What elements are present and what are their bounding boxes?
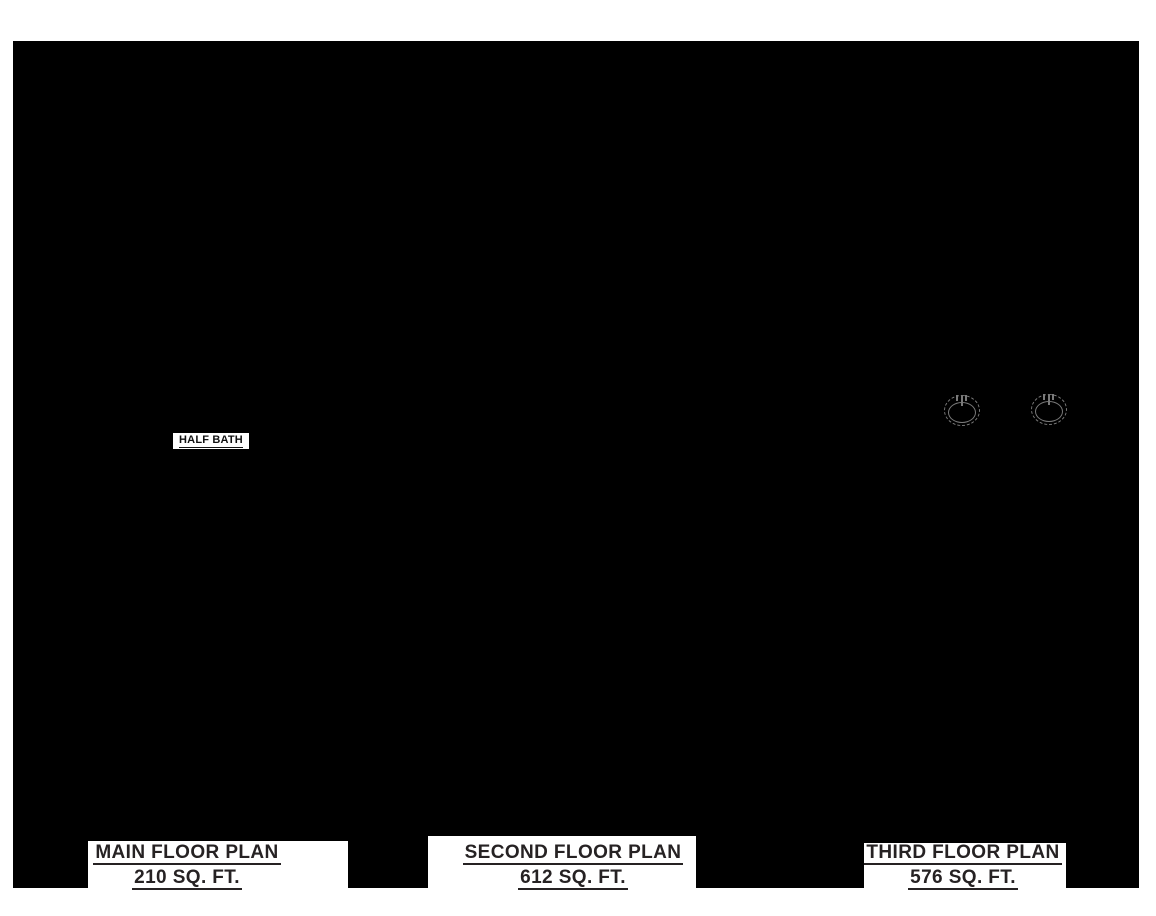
faucet-handle: [1052, 394, 1054, 400]
room-label-half-bath: [173, 433, 249, 449]
sink-icon: [944, 393, 980, 425]
plan-title: MAIN FLOOR PLAN: [95, 842, 279, 863]
caption-main-floor-plan: [57, 843, 317, 890]
faucet-spout: [961, 396, 963, 406]
plan-title: SECOND FLOOR PLAN: [464, 842, 682, 863]
faucet-spout: [1048, 395, 1050, 405]
caption-area-row: [833, 868, 1093, 890]
caption-title-row: [57, 843, 317, 865]
caption-second-floor-plan: [443, 843, 703, 890]
caption-third-floor-plan: [833, 843, 1093, 890]
plan-area: 210 SQ. FT.: [134, 867, 240, 888]
sink-icon: [1031, 392, 1067, 424]
caption-area-row: [443, 868, 703, 890]
faucet-handle: [1043, 394, 1045, 400]
caption-title-row: [443, 843, 703, 865]
plan-drawing-field: [13, 41, 1139, 888]
plan-area: 612 SQ. FT.: [520, 867, 626, 888]
room-label-text: HALF BATH: [179, 434, 243, 446]
plan-title: THIRD FLOOR PLAN: [866, 842, 1060, 863]
faucet-handle: [956, 395, 958, 401]
caption-area-row: [57, 868, 317, 890]
plan-area: 576 SQ. FT.: [910, 867, 1016, 888]
faucet-handle: [965, 395, 967, 401]
caption-title-row: [833, 843, 1093, 865]
